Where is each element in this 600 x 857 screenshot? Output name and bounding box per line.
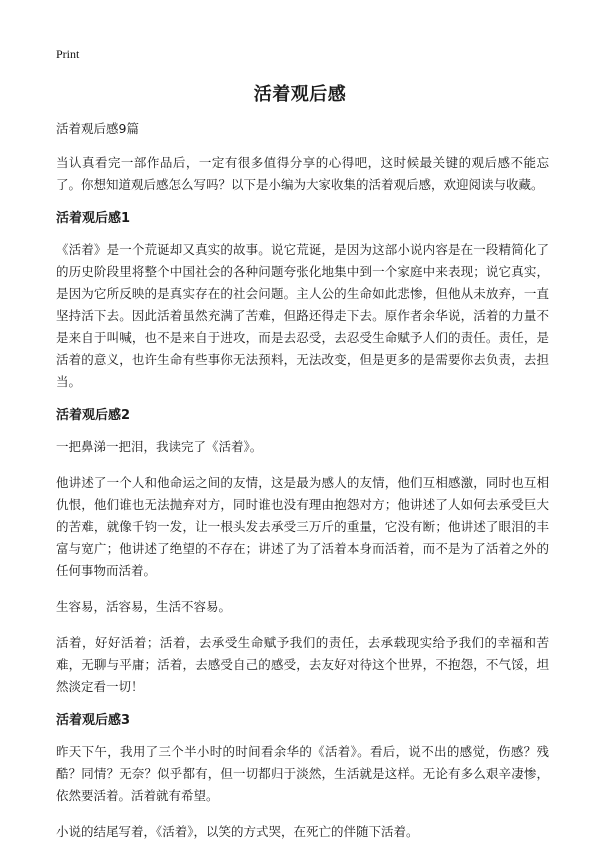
intro-paragraph: 当认真看完一部作品后，一定有很多值得分享的心得吧，这时候最关键的观后感不能忘了。你想知道观后感怎么写吗？以下是小编为大家收集的活着观后感，欢迎阅读与收藏。 [56,155,549,192]
paragraph: 小说的结尾写着，《活着》，以笑的方式哭，在死亡的伴随下活着。 [56,824,419,839]
section-2 [56,407,549,698]
section-heading: 活着观后感2 [56,408,131,423]
paragraph: 他讲述了一个人和他命运之间的友情，这是最为感人的友情，他们互相感激，同时也互相仇恨，他们谁也无法抛弃对方，同时谁也没有理由抱怨对方；他讲述了人如何去承受巨大的苦难，就像千钧一发，让一根头发去承受三万斤的重量，它没有断；他讲述了眼泪的丰富与宽广；他讲述了绝望的不存在；讲述了为了活着本身而活着，而不是为了活着之外的任何事物而活着。 [56,475,549,578]
paragraph: 昨天下午，我用了三个半小时的时间看余华的《活着》。看后，说不出的感觉，伤感？残酷？同情？无奈？似乎都有，但一切都归于淡然，生活就是这样。无论有多么艰辛凄惨，依然要活着。活着就有希望。 [56,744,549,803]
page-title: 活着观后感 [253,84,347,105]
section-3 [56,712,549,843]
section-heading: 活着观后感1 [56,211,131,226]
article-subtitle: 活着观后感9篇 [56,121,139,136]
section-heading: 活着观后感3 [56,713,131,728]
paragraph: 《活着》是一个荒诞却又真实的故事。说它荒诞，是因为这部小说内容是在一段精简化了的历史阶段里将整个中国社会的各种问题夸张化地集中到一个家庭中来表现；说它真实，是因为它所反映的是真实存在的社会问题。主人公的生命如此悲惨，但他从未放弃，一直坚持活下去。因此活着虽然充满了苦难，但路还得走下去。原作者余华说，活着的力量不是来自于叫喊，也不是来自于进攻，而是去忍受，去忍受生命赋予人们的责任。责任，是活着的意义，也许生命有些事你无法预料，无法改变，但是更多的是需要你去负责，去担当。 [56,242,549,389]
paragraph: 活着，好好活着；活着，去承受生命赋予我们的责任，去承载现实给予我们的幸福和苦难，无聊与平庸；活着，去感受自己的感受，去友好对待这个世界，不抱怨，不气馁，坦然淡定看一切！ [56,635,549,694]
section-1 [56,210,549,393]
paragraph: 生容易，活容易，生活不容易。 [56,599,232,614]
article-body [56,121,549,857]
paragraph: 一把鼻涕一把泪，我读完了《活着》。 [56,439,263,454]
print-link[interactable]: Print [56,47,80,61]
